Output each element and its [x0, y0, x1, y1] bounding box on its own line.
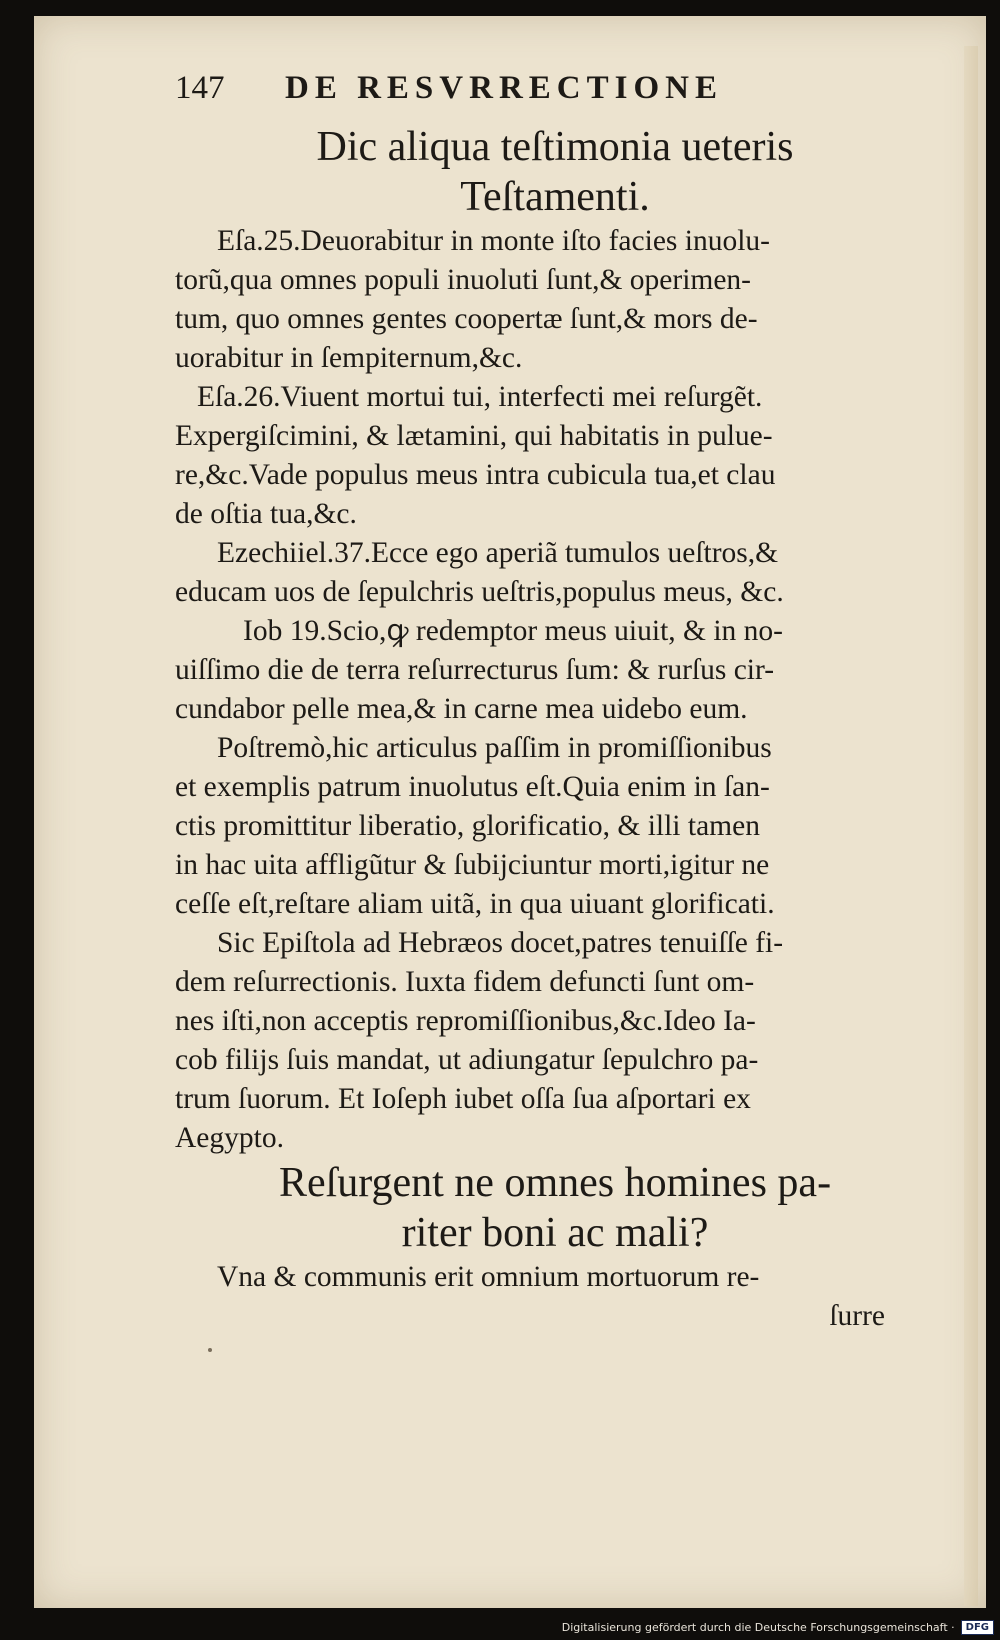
- page-number: 147: [175, 70, 225, 106]
- text-line: educam uos de ſepulchris ueſtris,populus meus, &c.: [175, 576, 784, 608]
- text-line: Ezechiiel.37.Ecce ego aperiã tumulos ueſtros,&: [217, 537, 779, 569]
- text-line: uiſſimo die de terra reſurrecturus ſum: & rurſus cir-: [175, 654, 775, 686]
- text-line: Aegypto.: [175, 1122, 284, 1154]
- text-line: et exemplis patrum inuolutus eſt.Quia enim in ſan-: [175, 771, 770, 803]
- section-heading-2: [175, 1158, 935, 1258]
- section-heading-1: [175, 122, 935, 222]
- paragraph-vna: [175, 1258, 935, 1297]
- text-line: in hac uita affligũtur & ſubijciuntur morti,igitur ne: [175, 849, 770, 881]
- paragraph-postremo: [175, 729, 935, 924]
- catchword: ſurre: [829, 1300, 885, 1332]
- text-line: ceſſe eſt,reſtare aliam uitã, in qua uiuant glorificati.: [175, 888, 775, 920]
- page-text-block: [175, 70, 935, 1336]
- dfg-logo-icon: DFG: [961, 1620, 994, 1635]
- text-line: trum ſuorum. Et Ioſeph iubet oſſa ſua aſportari ex: [175, 1083, 751, 1115]
- paragraph-esa-25: [175, 222, 935, 378]
- text-line: Sic Epiſtola ad Hebræos docet,patres tenuiſſe fi-: [217, 927, 784, 959]
- text-line: tum, quo omnes gentes coopertæ ſunt,& mors de-: [175, 303, 758, 335]
- text-line: re,&c.Vade populus meus intra cubicula tua,et clau: [175, 459, 776, 491]
- running-head: [175, 70, 935, 122]
- heading-line: Dic aliqua teſtimonia ueteris: [316, 124, 794, 170]
- paragraph-ezechiel: [175, 534, 935, 612]
- text-line: Poſtremò,hic articulus paſſim in promiſſionibus: [217, 732, 772, 764]
- text-line: cob filijs ſuis mandat, ut adiungatur ſepulchro pa-: [175, 1044, 759, 1076]
- heading-line: riter boni ac mali?: [401, 1210, 709, 1256]
- text-line: ctis promittitur liberatio, glorificatio, & illi tamen: [175, 810, 760, 842]
- heading-line: Teſtamenti.: [460, 174, 650, 220]
- text-line: uorabitur in ſempiternum,&c.: [175, 342, 523, 374]
- running-title: DE RESVRRECTIONE: [285, 70, 723, 106]
- text-line: de oſtia tua,&c.: [175, 498, 357, 530]
- text-line: Eſa.26.Viuent mortui tui, interfecti mei reſurgẽt.: [197, 381, 763, 413]
- text-line: Eſa.25.Deuorabitur in monte iſto facies inuolu-: [217, 225, 770, 257]
- heading-line: Reſurgent ne omnes homines pa-: [278, 1160, 832, 1206]
- page-edge-shadow: [964, 46, 978, 1606]
- text-line: torũ,qua omnes populi inuoluti ſunt,& operimen-: [175, 264, 751, 296]
- text-line: Expergiſcimini, & lætamini, qui habitatis in pulue-: [175, 420, 773, 452]
- text-line: nes iſti,non acceptis repromiſſionibus,&c.Ideo Ia-: [175, 1005, 756, 1037]
- digitization-footer: [562, 1616, 994, 1638]
- ink-speck: [208, 1348, 212, 1352]
- text-line: cundabor pelle mea,& in carne mea uidebo eum.: [175, 693, 748, 725]
- text-line: Vna & communis erit omnium mortuorum re-: [217, 1261, 760, 1293]
- paragraph-iob: [175, 612, 935, 729]
- footer-credit: Digitalisierung gefördert durch die Deutsche Forschungsgemeinschaft ·: [561, 1620, 955, 1634]
- text-line: dem reſurrectionis. Iuxta fidem defuncti ſunt om-: [175, 966, 755, 998]
- paragraph-esa-26: [175, 378, 935, 534]
- text-line: Iob 19.Scio,ꝙ redemptor meus uiuit, & in no-: [243, 615, 783, 647]
- paragraph-epistola: [175, 924, 935, 1158]
